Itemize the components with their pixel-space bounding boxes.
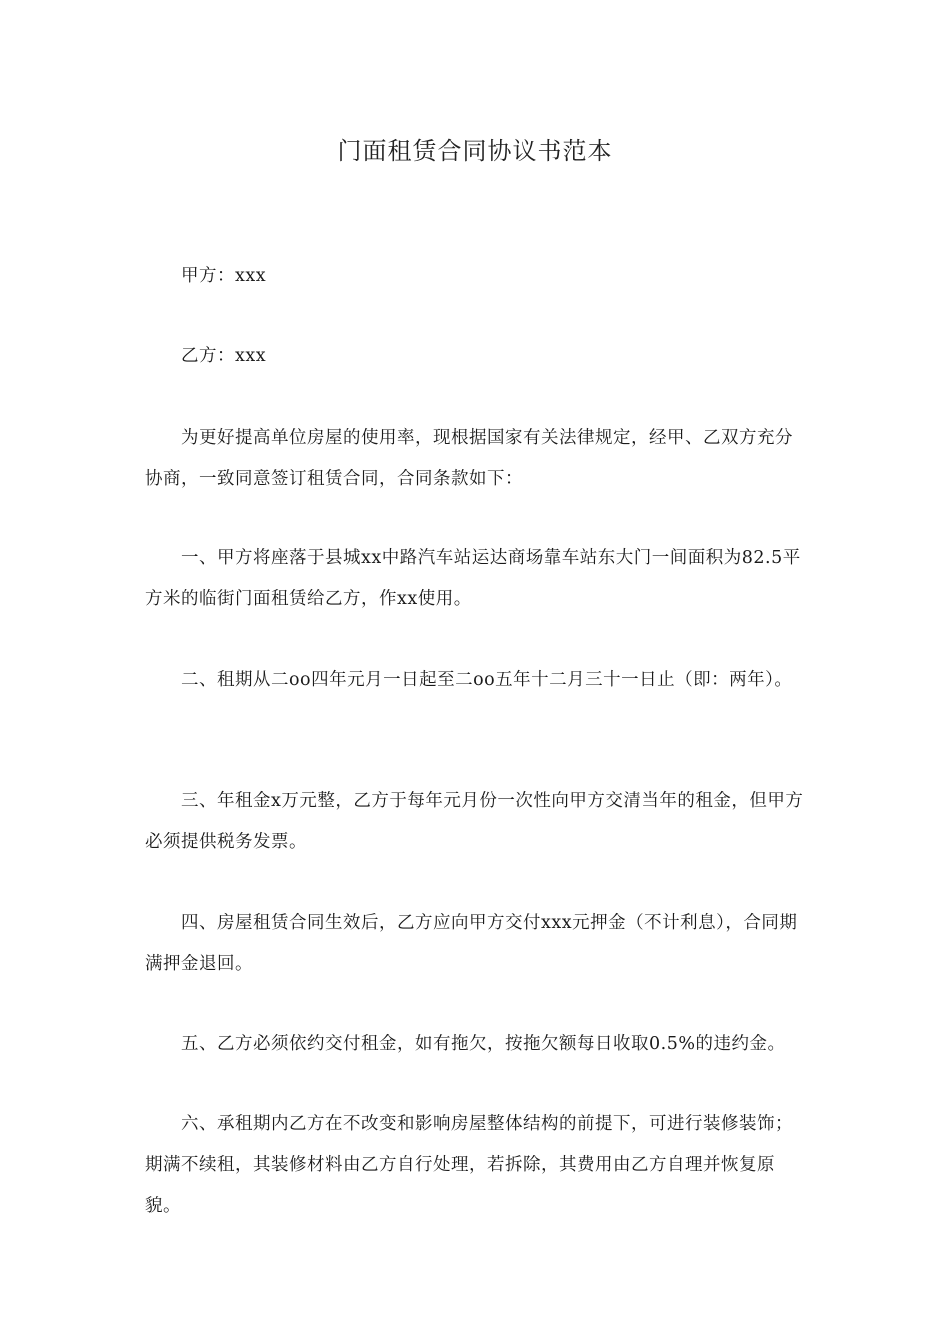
intro-paragraph: 为更好提高单位房屋的使用率，现根据国家有关法律规定，经甲、乙双方充分协商，一致同意签订租赁合同，合同条款如下：	[145, 428, 793, 489]
clause-6: 六、承租期内乙方在不改变和影响房屋整体结构的前提下，可进行装修装饰；期满不续租，其装修材料由乙方自行处理，若拆除，其费用由乙方自理并恢复原貌。	[145, 1114, 793, 1216]
clause-5: 五、乙方必须依约交付租金，如有拖欠，按拖欠额每日收取0.5%的违约金。	[181, 1034, 786, 1054]
document-title: 门面租赁合同协议书范本	[337, 137, 613, 165]
clause-1: 一、甲方将座落于县城xx中路汽车站运达商场靠车站东大门一间面积为82.5平方米的临街门面租赁给乙方，作xx使用。	[145, 548, 801, 609]
clause-3: 三、年租金x万元整，乙方于每年元月份一次性向甲方交清当年的租金，但甲方必须提供税务发票。	[145, 791, 804, 852]
clause-2: 二、租期从二oo四年元月一日起至二oo五年十二月三十一日止（即：两年）。	[181, 670, 793, 690]
party-a-line: 甲方：xxx	[181, 266, 267, 286]
party-b-line: 乙方：xxx	[181, 346, 267, 366]
clause-4: 四、房屋租赁合同生效后，乙方应向甲方交付xxx元押金（不计利息），合同期满押金退回。	[145, 913, 798, 974]
